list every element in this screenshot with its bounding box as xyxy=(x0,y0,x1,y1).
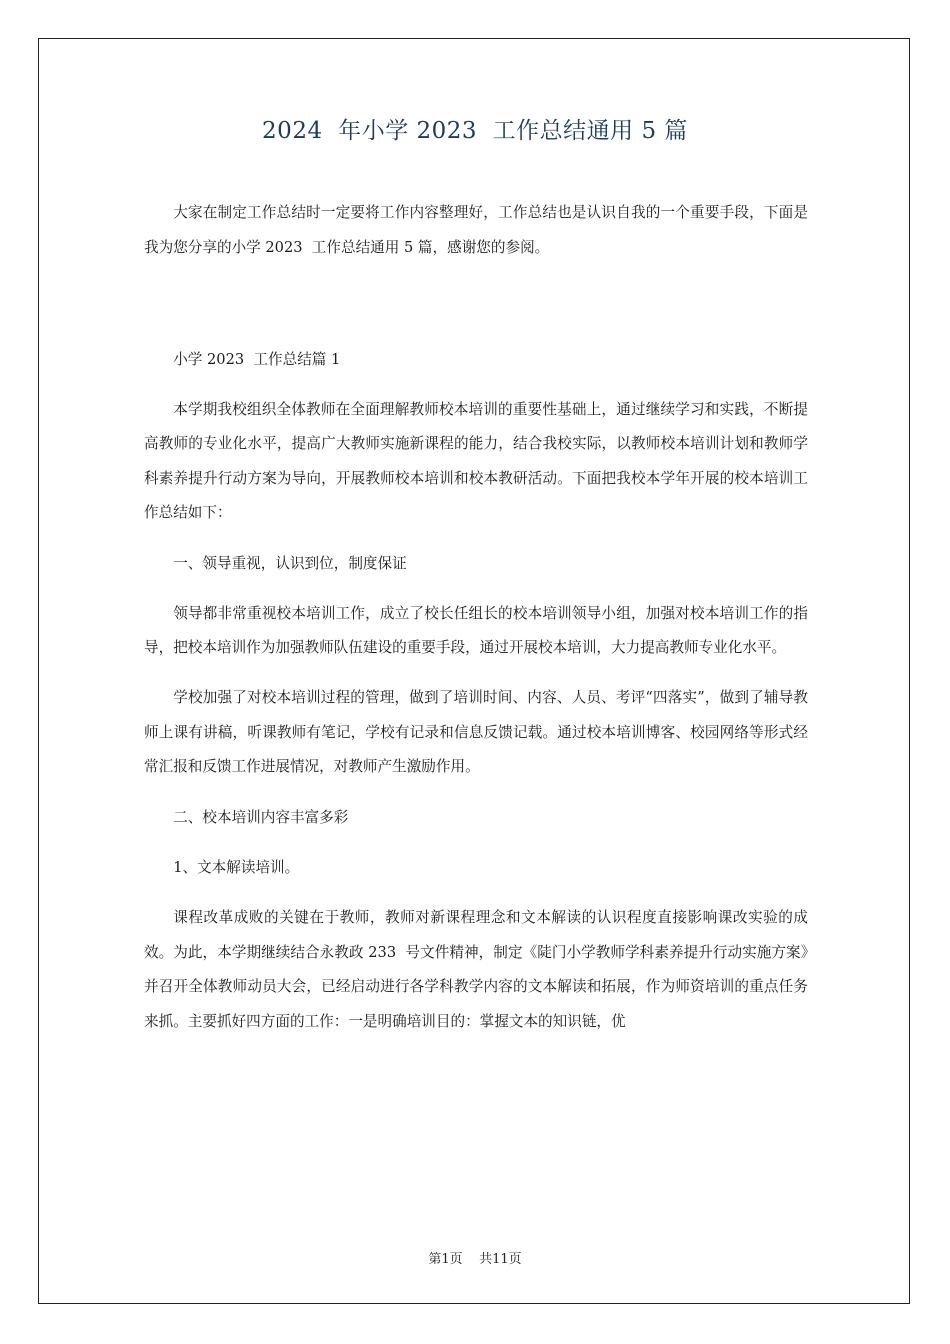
intro-paragraph: 大家在制定工作总结时一定要将工作内容整理好，工作总结也是认识自我的一个重要手段，下面是我为您分享的小学 2023 工作总结通用 5 篇，感谢您的参阅。 xyxy=(144,204,808,256)
subheading: 一、领导重视，认识到位，制度保证 xyxy=(173,554,407,572)
body-paragraph: 学校加强了对校本培训过程的管理，做到了培训时间、内容、人员、考评“四落实”，做到了辅导教师上课有讲稿，听课教师有笔记，学校有记录和信息反馈记载。通过校本培训博客、校园网络等形式经常汇报和反馈工作进展情况，对教师产生激励作用。 xyxy=(144,689,808,776)
document-title: 2024 年小学 2023 工作总结通用 5 篇 xyxy=(262,118,688,144)
section-spacer xyxy=(144,281,808,343)
subheading: 二、校本培训内容丰富多彩 xyxy=(173,808,349,826)
page-number: 第1页 共11页 xyxy=(428,1252,522,1267)
body-paragraph: 领导都非常重视校本培训工作，成立了校长任组长的校本培训领导小组，加强对校本培训工作的指导，把校本培训作为加强教师队伍建设的重要手段，通过开展校本培训，大力提高教师专业化水平。 xyxy=(144,604,808,657)
body-paragraph: 本学期我校组织全体教师在全面理解教师校本培训的重要性基础上，通过继续学习和实践，不断提高教师的专业化水平，提高广大教师实施新课程的能力，结合我校实际，以教师校本培训计划和教师学科素养提升行动方案为导向，开展教师校本培训和校本教研活动。下面把我校本学年开展的校本培训工作总结如下： xyxy=(144,400,808,522)
body-paragraph: 课程改革成败的关键在于教师，教师对新课程理念和文本解读的认识程度直接影响课改实验的成效。为此，本学期继续结合永教政 233 号文件精神，制定《陡门小学教师学科素养提升行动实施方案》并召开全体教师动员大会，已经启动进行各学科教学内容的文本解读和拓展，作为师资培训的重点任务来抓。主要抓好四方面的工作：一是明确培训目的：掌握文本的知识链，优 xyxy=(144,909,808,1030)
document-body xyxy=(144,196,808,1055)
section-title: 小学 2023 工作总结篇 1 xyxy=(173,350,341,368)
subheading: 1、文本解读培训。 xyxy=(173,858,300,876)
